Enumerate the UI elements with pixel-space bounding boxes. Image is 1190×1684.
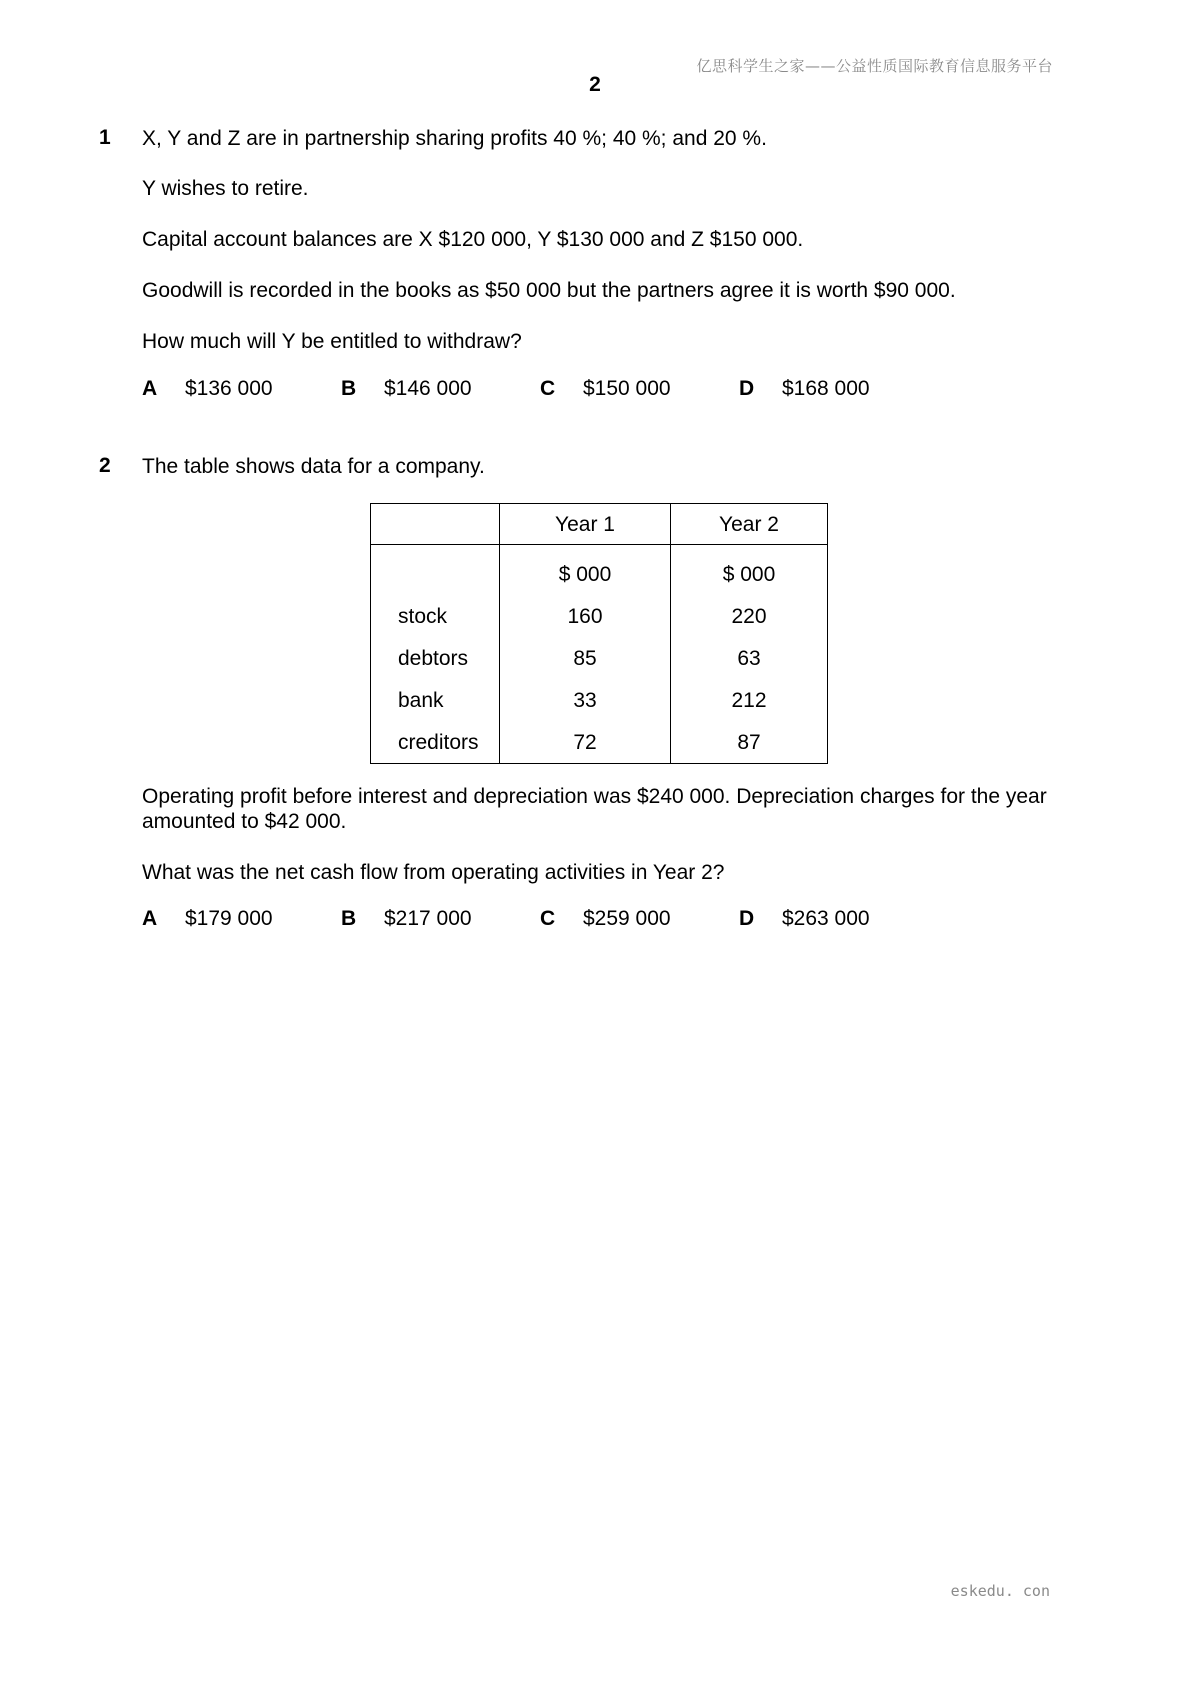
table-cell [371, 545, 500, 596]
table-cell: 212 [671, 679, 828, 721]
option-c[interactable] [540, 906, 671, 931]
option-b[interactable] [341, 906, 472, 931]
question-number: 2 [99, 454, 111, 477]
option-letter: C [540, 907, 556, 930]
option-letter: B [341, 907, 357, 930]
table-cell: 160 [500, 595, 671, 637]
table-cell: 33 [500, 679, 671, 721]
option-text: $259 000 [583, 907, 671, 930]
table-cell: 85 [500, 637, 671, 679]
question-text: X, Y and Z are in partnership sharing profits 40 %; 40 %; and 20 %. [142, 127, 767, 150]
table-row [371, 595, 828, 637]
question-text: Operating profit before interest and depreciation was $240 000. Depreciation charges for the year amounted to $42 000. [142, 785, 1047, 833]
option-a[interactable] [142, 906, 273, 931]
footer-watermark: eskedu. con [950, 1582, 1050, 1600]
question-text: Y wishes to retire. [142, 177, 309, 200]
table-cell: $ 000 [671, 545, 828, 596]
option-text: $179 000 [185, 907, 273, 930]
option-d[interactable] [739, 376, 870, 401]
header-watermark: 亿思科学生之家——公益性质国际教育信息服务平台 [696, 57, 1053, 75]
table-row-label: bank [371, 679, 500, 721]
table-units-row [371, 545, 828, 596]
table-row-label: creditors [371, 721, 500, 764]
question-prompt: What was the net cash flow from operating activities in Year 2? [142, 861, 725, 884]
option-letter: D [739, 907, 755, 930]
option-text: $217 000 [384, 907, 472, 930]
question-text: Goodwill is recorded in the books as $50 000 but the partners agree it is worth $90 000. [142, 279, 956, 302]
question-text: Capital account balances are X $120 000, Y $130 000 and Z $150 000. [142, 228, 804, 251]
table-row [371, 679, 828, 721]
table-header-cell [371, 504, 500, 545]
table-row [371, 721, 828, 764]
page-number: 2 [589, 73, 601, 96]
option-letter: B [341, 377, 357, 400]
question-text: The table shows data for a company. [142, 455, 485, 478]
option-c[interactable] [540, 376, 671, 401]
option-d[interactable] [739, 906, 870, 931]
table-cell: 220 [671, 595, 828, 637]
option-a[interactable] [142, 376, 273, 401]
answer-options [142, 906, 1102, 931]
table-cell: 87 [671, 721, 828, 764]
table-row-label: stock [371, 595, 500, 637]
option-letter: A [142, 907, 158, 930]
question-number: 1 [99, 126, 111, 149]
table-header-cell: Year 1 [500, 504, 671, 545]
table-header-cell: Year 2 [671, 504, 828, 545]
option-b[interactable] [341, 376, 472, 401]
table-row-label: debtors [371, 637, 500, 679]
option-text: $168 000 [782, 377, 870, 400]
table-row [371, 637, 828, 679]
option-text: $146 000 [384, 377, 472, 400]
option-text: $136 000 [185, 377, 273, 400]
answer-options [142, 376, 1102, 401]
option-letter: C [540, 377, 556, 400]
option-letter: D [739, 377, 755, 400]
table-cell: $ 000 [500, 545, 671, 596]
option-letter: A [142, 377, 158, 400]
table-cell: 72 [500, 721, 671, 764]
option-text: $263 000 [782, 907, 870, 930]
question-prompt: How much will Y be entitled to withdraw? [142, 330, 522, 353]
table-header-row [371, 504, 828, 545]
table-cell: 63 [671, 637, 828, 679]
company-data-table [370, 503, 828, 764]
option-text: $150 000 [583, 377, 671, 400]
